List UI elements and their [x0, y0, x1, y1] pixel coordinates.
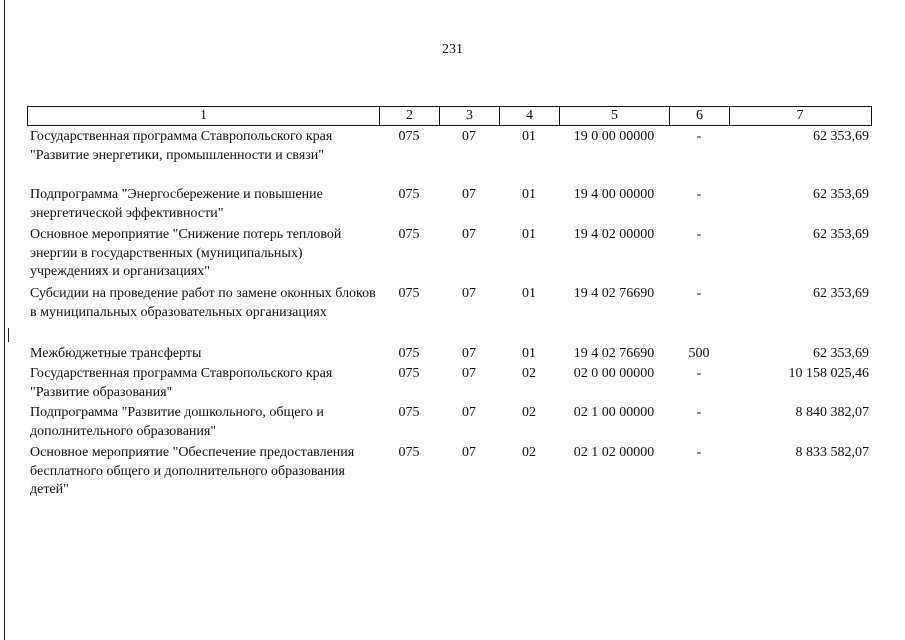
row-code-5: 02 0 00 00000 [573, 366, 655, 381]
header-col-7: 7 [796, 108, 804, 123]
row-code-6: - [696, 286, 702, 301]
row-code-4: 01 [522, 129, 536, 144]
header-col-4: 4 [500, 107, 560, 125]
row-code-2: 075 [398, 187, 420, 202]
row-code-5: 19 4 02 00000 [573, 227, 655, 242]
row-amount: 62 353,69 [813, 346, 869, 361]
row-amount: 8 840 382,07 [795, 405, 869, 420]
row-code-4: 01 [522, 187, 536, 202]
header-col-3: 3 [440, 107, 500, 125]
row-code-3: 07 [462, 366, 476, 381]
row-code-2: 075 [398, 129, 420, 144]
row-name: Государственная программа Ставропольского края "Развитие энергетики, промышленности и связи" [30, 129, 333, 163]
row-code-6: 500 [688, 346, 710, 361]
row-name: Государственная программа Ставропольского края "Развитие образования" [30, 366, 333, 400]
row-code-5: 02 1 02 00000 [573, 445, 655, 460]
row-code-6: - [696, 187, 702, 202]
header-col-6: 6 [670, 107, 730, 125]
row-name: Основное мероприятие "Обеспечение предоставления бесплатного общего и дополнительного образования детей" [30, 445, 355, 497]
row-code-4: 02 [522, 405, 536, 420]
row-code-3: 07 [462, 405, 476, 420]
row-code-3: 07 [462, 129, 476, 144]
row-code-4: 01 [522, 227, 536, 242]
row-name: Основное мероприятие "Снижение потерь тепловой энергии в государственных (муниципальных) учреждениях и организациях" [30, 227, 342, 279]
row-code-5: 02 1 00 00000 [573, 405, 655, 420]
row-name: Субсидии на проведение работ по замене оконных блоков в муниципальных образовательных организациях [30, 286, 376, 320]
row-code-3: 07 [462, 286, 476, 301]
row-code-5: 19 0 00 00000 [573, 129, 655, 144]
row-amount: 62 353,69 [813, 286, 869, 301]
row-code-2: 075 [398, 405, 420, 420]
row-code-6: - [696, 445, 702, 460]
row-code-4: 02 [522, 445, 536, 460]
header-col-2: 2 [380, 107, 440, 125]
header-col-5: 5 [560, 107, 670, 125]
row-code-2: 075 [398, 366, 420, 381]
margin-tick [8, 328, 9, 342]
row-amount: 8 833 582,07 [795, 445, 869, 460]
row-code-3: 07 [462, 346, 476, 361]
row-amount: 62 353,69 [813, 227, 869, 242]
row-code-5: 19 4 02 76690 [573, 286, 655, 301]
row-code-2: 075 [398, 286, 420, 301]
header-col-1: 1 [28, 107, 380, 125]
row-code-3: 07 [462, 445, 476, 460]
row-name: Подпрограмма "Развитие дошкольного, общего и дополнительного образования" [30, 405, 324, 439]
row-code-2: 075 [398, 227, 420, 242]
row-code-6: - [696, 227, 702, 242]
row-code-5: 19 4 00 00000 [573, 187, 655, 202]
row-name: Межбюджетные трансферты [30, 346, 202, 361]
row-code-4: 02 [522, 366, 536, 381]
row-amount: 62 353,69 [813, 129, 869, 144]
margin-rule [4, 0, 5, 640]
row-code-6: - [696, 405, 702, 420]
page-number: 231 [442, 42, 463, 57]
row-code-6: - [696, 129, 702, 144]
row-code-5: 19 4 02 76690 [573, 346, 655, 361]
row-code-4: 01 [522, 346, 536, 361]
table-header [27, 106, 872, 126]
row-name: Подпрограмма "Энергосбережение и повышение энергетической эффективности" [30, 187, 323, 221]
row-amount: 10 158 025,46 [788, 366, 869, 381]
row-code-2: 075 [398, 445, 420, 460]
row-code-6: - [696, 366, 702, 381]
row-amount: 62 353,69 [813, 187, 869, 202]
row-code-3: 07 [462, 227, 476, 242]
row-code-2: 075 [398, 346, 420, 361]
row-code-4: 01 [522, 286, 536, 301]
row-code-3: 07 [462, 187, 476, 202]
